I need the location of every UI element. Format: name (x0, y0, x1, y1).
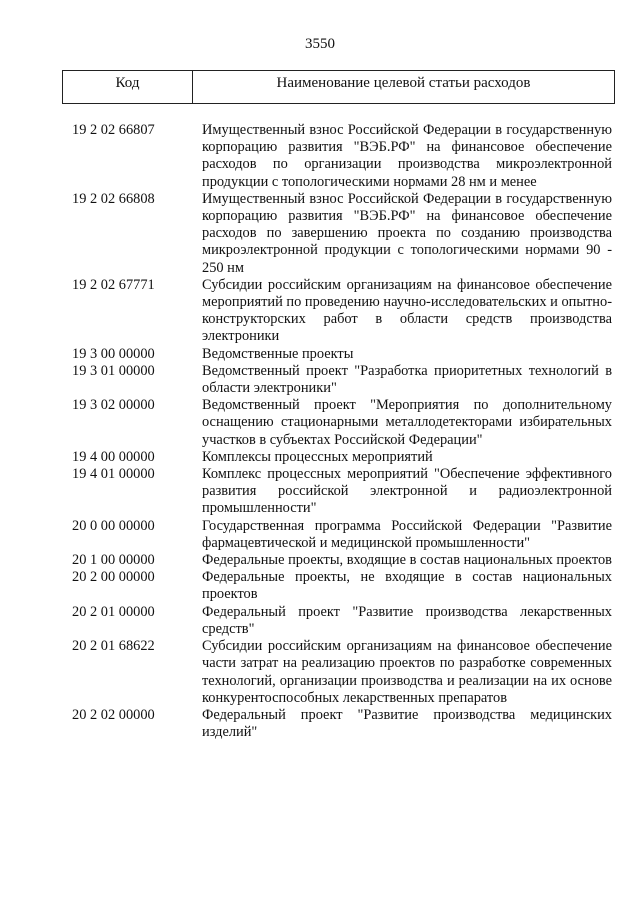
row-code: 19 2 02 66807 (72, 122, 155, 138)
table-row (72, 363, 612, 397)
row-code: 20 1 00 00000 (72, 552, 155, 569)
page-number: 3550 (305, 36, 335, 52)
table-row (72, 449, 612, 466)
header-name: Наименование целевой статьи расходов (276, 75, 531, 91)
header-code: Код (63, 71, 193, 103)
row-name: Государственная программа Российской Федерации "Развитие фармацевтической и медицинской промышленности" (202, 517, 612, 551)
table-row (72, 466, 612, 518)
row-name: Ведомственный проект "Разработка приоритетных технологий в области электроники" (202, 362, 612, 397)
row-name: Федеральные проекты, не входящие в состав национальных проектов (202, 569, 612, 603)
row-code: 19 2 02 67771 (72, 276, 155, 293)
table-row (72, 569, 612, 603)
row-name: Ведомственный проект "Мероприятия по дополнительному оснащению стационарными металлодетекторами избирательных участков в субъектах Российской Федерации" (202, 397, 612, 448)
table-row (72, 191, 612, 277)
row-code: 20 2 01 00000 (72, 603, 155, 620)
row-name: Комплексы процессных мероприятий (202, 448, 433, 465)
row-name: Субсидии российским организациям на финансовое обеспечение части затрат на реализацию проектов по разработке современных технологий, организации производства и реализации на их основе конкурентоспособных лекарственных препаратов (202, 638, 612, 706)
table-row (72, 552, 612, 569)
row-code: 20 2 01 68622 (72, 638, 155, 655)
table-row (72, 122, 612, 191)
table-row (72, 397, 612, 449)
row-name: Имущественный взнос Российской Федерации в государственную корпорацию развития "ВЭБ.РФ" на финансовое обеспечение расходов по завершению проекта по созданию производства микроэлектронной продукции с топологическими нормами 90 - 250 нм (202, 190, 612, 276)
row-name: Федеральные проекты, входящие в состав национальных проектов (202, 552, 612, 569)
row-code: 20 0 00 00000 (72, 517, 155, 534)
row-name: Федеральный проект "Развитие производства медицинских изделий" (202, 706, 612, 741)
row-name: Комплекс процессных мероприятий "Обеспечение эффективного развития российской электронной и радиоэлектронной промышленности" (202, 466, 612, 517)
table-body (72, 122, 612, 741)
row-code: 19 4 00 00000 (72, 448, 155, 465)
table-header (62, 70, 615, 104)
table-row (72, 638, 612, 707)
row-name: Федеральный проект "Развитие производства лекарственных средств" (202, 603, 612, 637)
row-name: Ведомственные проекты (202, 345, 354, 362)
row-code: 19 2 02 66808 (72, 190, 155, 207)
row-name: Имущественный взнос Российской Федерации в государственную корпорацию развития "ВЭБ.РФ" на финансовое обеспечение расходов по организации производства микроэлектронной продукции с топологическими нормами 28 нм и менее (202, 122, 612, 190)
table-row (72, 518, 612, 552)
row-code: 19 3 02 00000 (72, 397, 155, 414)
row-code: 19 3 00 00000 (72, 345, 155, 362)
row-name: Субсидии российским организациям на финансовое обеспечение мероприятий по проведению научно-исследовательских и опытно-конструкторских работ в области средств производства электроники (202, 276, 612, 345)
table-row (72, 707, 612, 741)
row-code: 19 4 01 00000 (72, 466, 155, 483)
table-row (72, 346, 612, 363)
table-row (72, 604, 612, 638)
row-code: 19 3 01 00000 (72, 362, 155, 379)
row-code: 20 2 00 00000 (72, 569, 155, 586)
row-code: 20 2 02 00000 (72, 706, 155, 723)
table-row (72, 277, 612, 346)
